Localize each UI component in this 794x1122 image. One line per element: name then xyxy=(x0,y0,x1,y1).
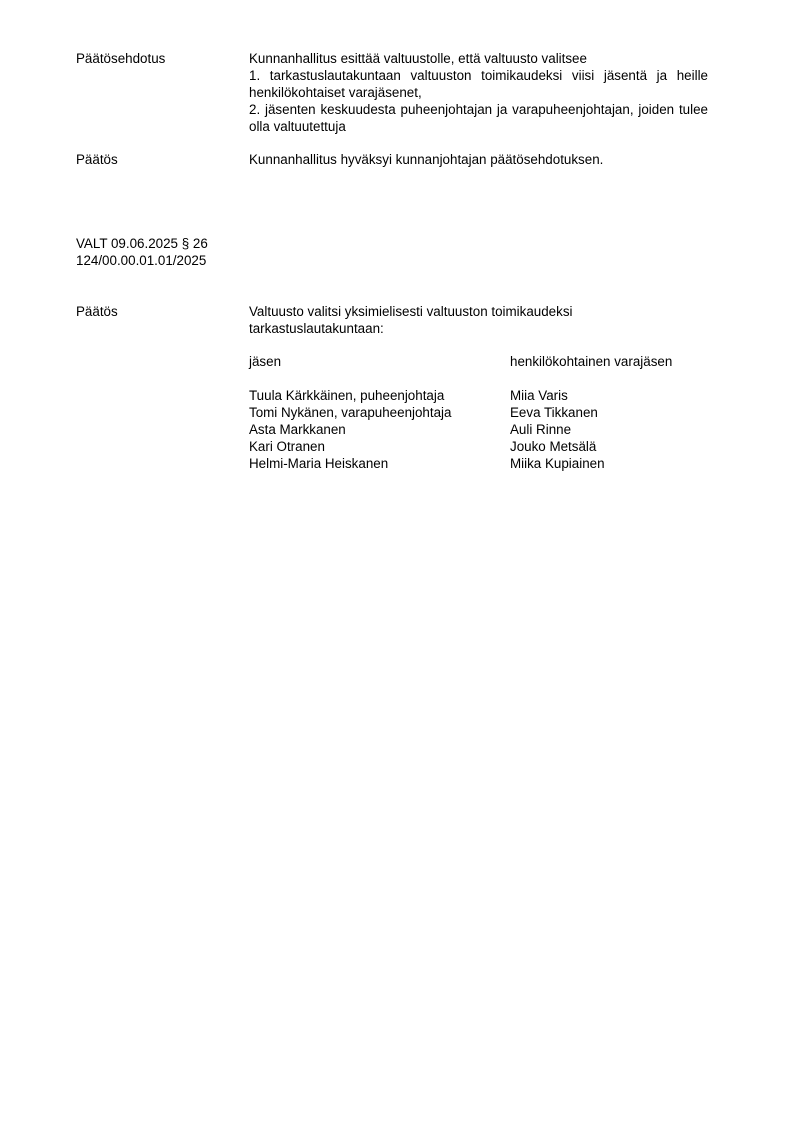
proposal-label: Päätösehdotus xyxy=(76,51,166,66)
member-name: Kari Otranen xyxy=(249,439,325,454)
council-decision-label: Päätös xyxy=(76,304,118,319)
deputy-name: Jouko Metsälä xyxy=(510,439,597,454)
member-name: Asta Markkanen xyxy=(249,422,346,437)
member-column-header: jäsen xyxy=(249,354,282,369)
deputy-name: Miika Kupiainen xyxy=(510,456,605,471)
board-decision-label: Päätös xyxy=(76,152,118,167)
proposal-line-2: 1. tarkastuslautakuntaan valtuuston toimikaudeksi viisi jäsentä ja heille henkilökohtaiset varajäsenet, xyxy=(249,68,708,100)
deputy-name: Eeva Tikkanen xyxy=(510,405,598,420)
record-number: 124/00.00.01.01/2025 xyxy=(76,253,207,268)
member-name: Tuula Kärkkäinen, puheenjohtaja xyxy=(249,388,445,403)
deputy-name: Auli Rinne xyxy=(510,422,572,437)
board-decision-text: Kunnanhallitus hyväksyi kunnanjohtajan päätösehdotuksen. xyxy=(249,152,604,167)
deputy-name: Miia Varis xyxy=(510,388,568,403)
meeting-reference-line: VALT 09.06.2025 § 26 xyxy=(76,236,208,251)
deputy-column-header: henkilökohtainen varajäsen xyxy=(510,354,673,369)
proposal-line-1: Kunnanhallitus esittää valtuustolle, että valtuusto valitsee xyxy=(249,51,587,66)
member-name: Tomi Nykänen, varapuheenjohtaja xyxy=(249,405,452,420)
deputy-list xyxy=(510,387,708,472)
proposal-line-3: 2. jäsenten keskuudesta puheenjohtajan ja varapuheenjohtajan, joiden tulee olla valtuutettuja xyxy=(249,102,708,134)
proposal-content xyxy=(249,50,708,135)
member-list xyxy=(249,387,510,472)
meeting-reference xyxy=(76,235,208,269)
member-name: Helmi-Maria Heiskanen xyxy=(249,456,389,471)
council-decision-text: Valtuusto valitsi yksimielisesti valtuuston toimikaudeksi tarkastuslautakuntaan: xyxy=(249,304,573,336)
